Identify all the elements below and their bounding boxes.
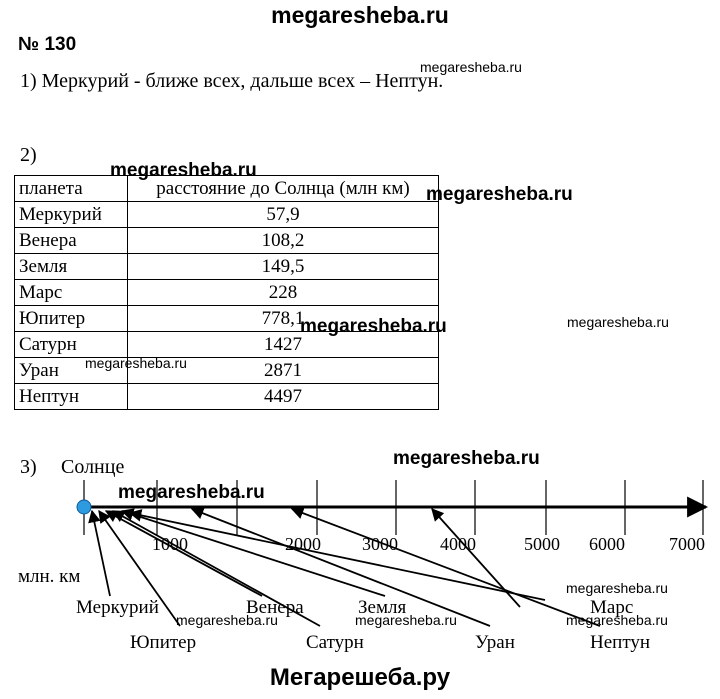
- planet-label-saturn: Сатурн: [306, 632, 364, 653]
- watermark: megaresheba.ru: [420, 59, 522, 75]
- tick-label: 6000: [589, 534, 625, 554]
- watermark: megaresheba.ru: [566, 612, 668, 628]
- tick-label: 1000: [152, 534, 188, 554]
- unit-label: млн. км: [18, 566, 81, 587]
- sun-label: Солнце: [61, 456, 125, 478]
- distance-cell: 149,5: [128, 254, 439, 280]
- tick-label: 5000: [524, 534, 560, 554]
- site-header: megaresheba.ru: [271, 2, 449, 28]
- planet-label-mars: Марс: [590, 597, 634, 618]
- planet-cell: Юпитер: [15, 306, 128, 332]
- watermark: megaresheba.ru: [566, 580, 668, 596]
- sun-dot: [77, 500, 91, 514]
- planet-label-venus: Венера: [246, 597, 304, 618]
- planet-cell: Уран: [15, 358, 128, 384]
- watermark: megaresheba.ru: [426, 184, 573, 205]
- watermark: megaresheba.ru: [118, 482, 265, 503]
- column-header-planet: планета: [15, 176, 128, 202]
- planet-cell: Сатурн: [15, 332, 128, 358]
- tick-label: 4000: [440, 534, 476, 554]
- tick-label: 2000: [285, 534, 321, 554]
- planet-cell: Венера: [15, 228, 128, 254]
- watermark: megaresheba.ru: [176, 612, 278, 628]
- answer-part-1: 1) Меркурий - ближе всех, дальше всех – Нептун.: [20, 70, 444, 92]
- planet-cell: Земля: [15, 254, 128, 280]
- watermark: megaresheba.ru: [355, 612, 457, 628]
- distance-cell: 2871: [128, 358, 439, 384]
- planet-label-mercury: Меркурий: [76, 597, 159, 618]
- planet-label-earth: Земля: [358, 597, 407, 618]
- watermark: megaresheba.ru: [85, 355, 187, 371]
- site-footer: Мегарешеба.ру: [269, 664, 451, 691]
- tick-label: 7000: [669, 534, 705, 554]
- planet-label-jupiter: Юпитер: [130, 632, 197, 653]
- distance-cell: 778,1: [128, 306, 439, 332]
- part-2-label: 2): [20, 144, 37, 166]
- planet-label-neptune: Нептун: [590, 632, 651, 653]
- planet-cell: Меркурий: [15, 202, 128, 228]
- watermark: megaresheba.ru: [300, 316, 447, 337]
- task-number: № 130: [18, 34, 77, 55]
- column-header-distance: расстояние до Солнца (млн км): [128, 176, 439, 202]
- tick-label: 3000: [362, 534, 398, 554]
- distance-cell: 108,2: [128, 228, 439, 254]
- distance-cell: 228: [128, 280, 439, 306]
- arrow-mars-2: [432, 509, 520, 607]
- planet-cell: Нептун: [15, 384, 128, 410]
- distance-cell: 4497: [128, 384, 439, 410]
- watermark: megaresheba.ru: [567, 314, 669, 330]
- distance-cell: 1427: [128, 332, 439, 358]
- planet-cell: Марс: [15, 280, 128, 306]
- part-3-label: 3): [20, 456, 37, 478]
- watermark: megaresheba.ru: [110, 160, 257, 181]
- watermark: megaresheba.ru: [393, 448, 540, 469]
- distance-cell: 57,9: [128, 202, 439, 228]
- planet-label-uranus: Уран: [475, 632, 515, 653]
